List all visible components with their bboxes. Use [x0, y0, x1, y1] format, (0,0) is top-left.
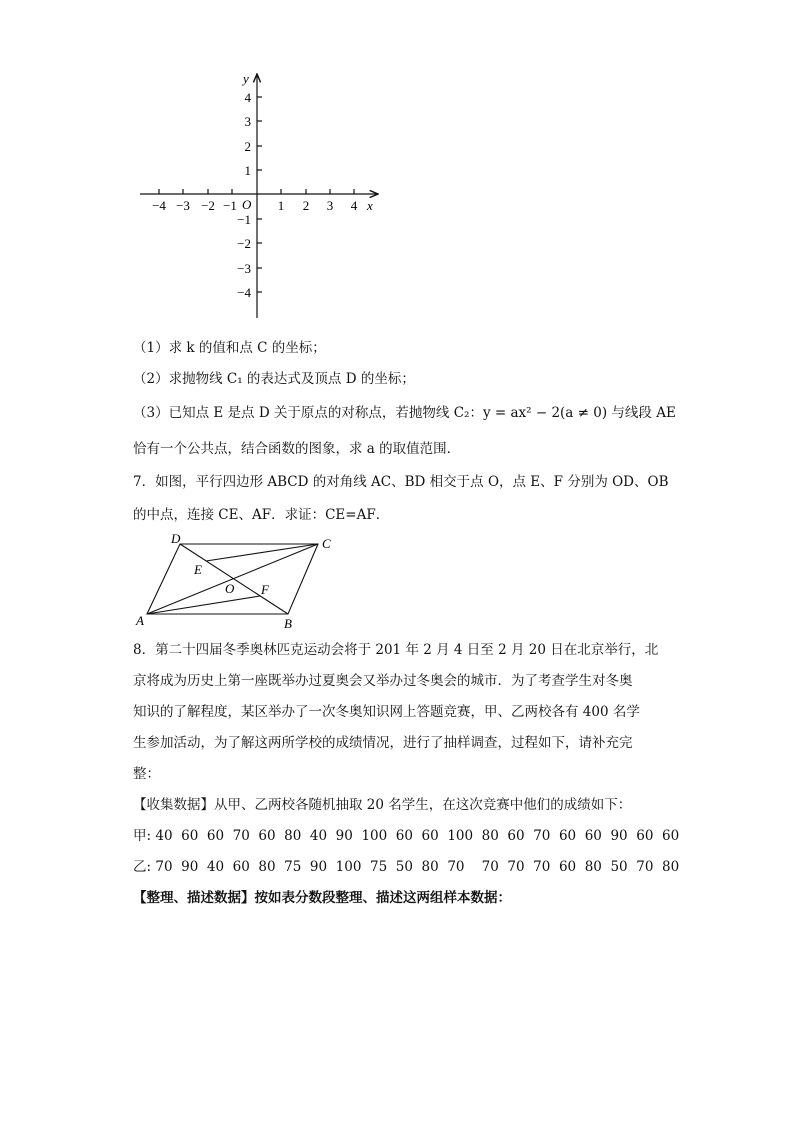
problem8-line1: 8．第二十四届冬季奥林匹克运动会将于 201 年 2 月 4 日至 2 月 20 日在北京举行，北 [133, 642, 659, 658]
point-label-e: E [194, 562, 202, 577]
y-tick-label: −2 [237, 236, 251, 251]
x-tick-label: 2 [302, 198, 310, 213]
problem6-q3-line1: （3）已知点 E 是点 D 关于原点的对称点，若抛物线 C₂：y = ax² − 2(a ≠ 0) 与线段 AE [133, 405, 676, 421]
point-label-c: C [322, 536, 331, 551]
x-axis-label: x [367, 198, 373, 213]
point-label-d: D [171, 531, 181, 546]
problem8-line4: 生参加活动，为了解这两所学校的成绩情况，进行了抽样调查，过程如下，请补充完 [133, 735, 633, 751]
x-tick-label: 3 [326, 198, 334, 213]
y-tick-label: 1 [244, 163, 251, 178]
coordinate-axes-figure [0, 0, 794, 330]
point-label-f: F [261, 582, 269, 597]
problem6-q3-line2: 恰有一个公共点，结合函数的图象，求 a 的取值范围． [133, 441, 461, 457]
y-tick-label: 4 [244, 90, 251, 105]
problem6-q2: （2）求抛物线 C₁ 的表达式及顶点 D 的坐标； [133, 371, 415, 387]
y-tick-label: −1 [237, 212, 251, 227]
y-tick-label: 2 [244, 139, 251, 154]
point-label-o: O [225, 581, 235, 596]
y-tick-label: −4 [237, 285, 251, 300]
x-tick-label: −1 [223, 198, 237, 213]
jia-label: 甲: [133, 828, 152, 844]
diagonal-bd [180, 544, 288, 614]
problem8-line5: 整： [133, 766, 160, 782]
origin-label: O [242, 197, 252, 212]
y-axis-label: y [243, 71, 249, 86]
collect-data-heading: 【收集数据】从甲、乙两校各随机抽取 20 名学生，在这次竞赛中他们的成绩如下： [133, 797, 632, 813]
yi-scores-row [133, 857, 679, 877]
problem6-q1: （1）求 k 的值和点 C 的坐标； [133, 340, 326, 356]
point-label-a: A [136, 613, 144, 628]
parallelogram-figure [0, 528, 794, 628]
x-tick-label: 1 [277, 198, 285, 213]
problem7-line1: 7．如图，平行四边形 ABCD 的对角线 AC、BD 相交于点 O，点 E、F 分别为 OD、OB [133, 474, 669, 490]
jia-scores: 40 60 60 70 60 80 40 90 100 60 60 100 80 60 70 60 60 90 60 60 [155, 828, 680, 844]
yi-label: 乙: [133, 859, 152, 875]
problem8-line3: 知识的了解程度，某区举办了一次冬奥知识网上答题竞赛，甲、乙两校各有 400 名学 [133, 704, 640, 720]
yi-scores: 70 90 40 60 80 75 90 100 75 50 80 70 70 70 70 60 80 50 70 80 [155, 859, 680, 875]
organize-data-heading: 【整理、描述数据】按如表分数段整理、描述这两组样本数据： [133, 890, 511, 906]
point-label-b: B [284, 616, 292, 628]
y-tick-label: 3 [244, 114, 251, 129]
jia-scores-row [133, 826, 679, 846]
y-tick-label: −3 [237, 261, 251, 276]
x-tick-label: −2 [201, 198, 215, 213]
problem7-line2: 的中点，连接 CE、AF．求证：CE=AF． [133, 507, 390, 523]
segment-ce [206, 544, 318, 561]
segment-af [147, 596, 260, 614]
x-tick-label: −4 [152, 198, 166, 213]
x-tick-label: 4 [350, 198, 358, 213]
x-tick-label: −3 [176, 198, 190, 213]
problem8-line2: 京将成为历史上第一座既举办过夏奥会又举办过冬奥会的城市．为了考查学生对冬奥 [133, 673, 633, 689]
